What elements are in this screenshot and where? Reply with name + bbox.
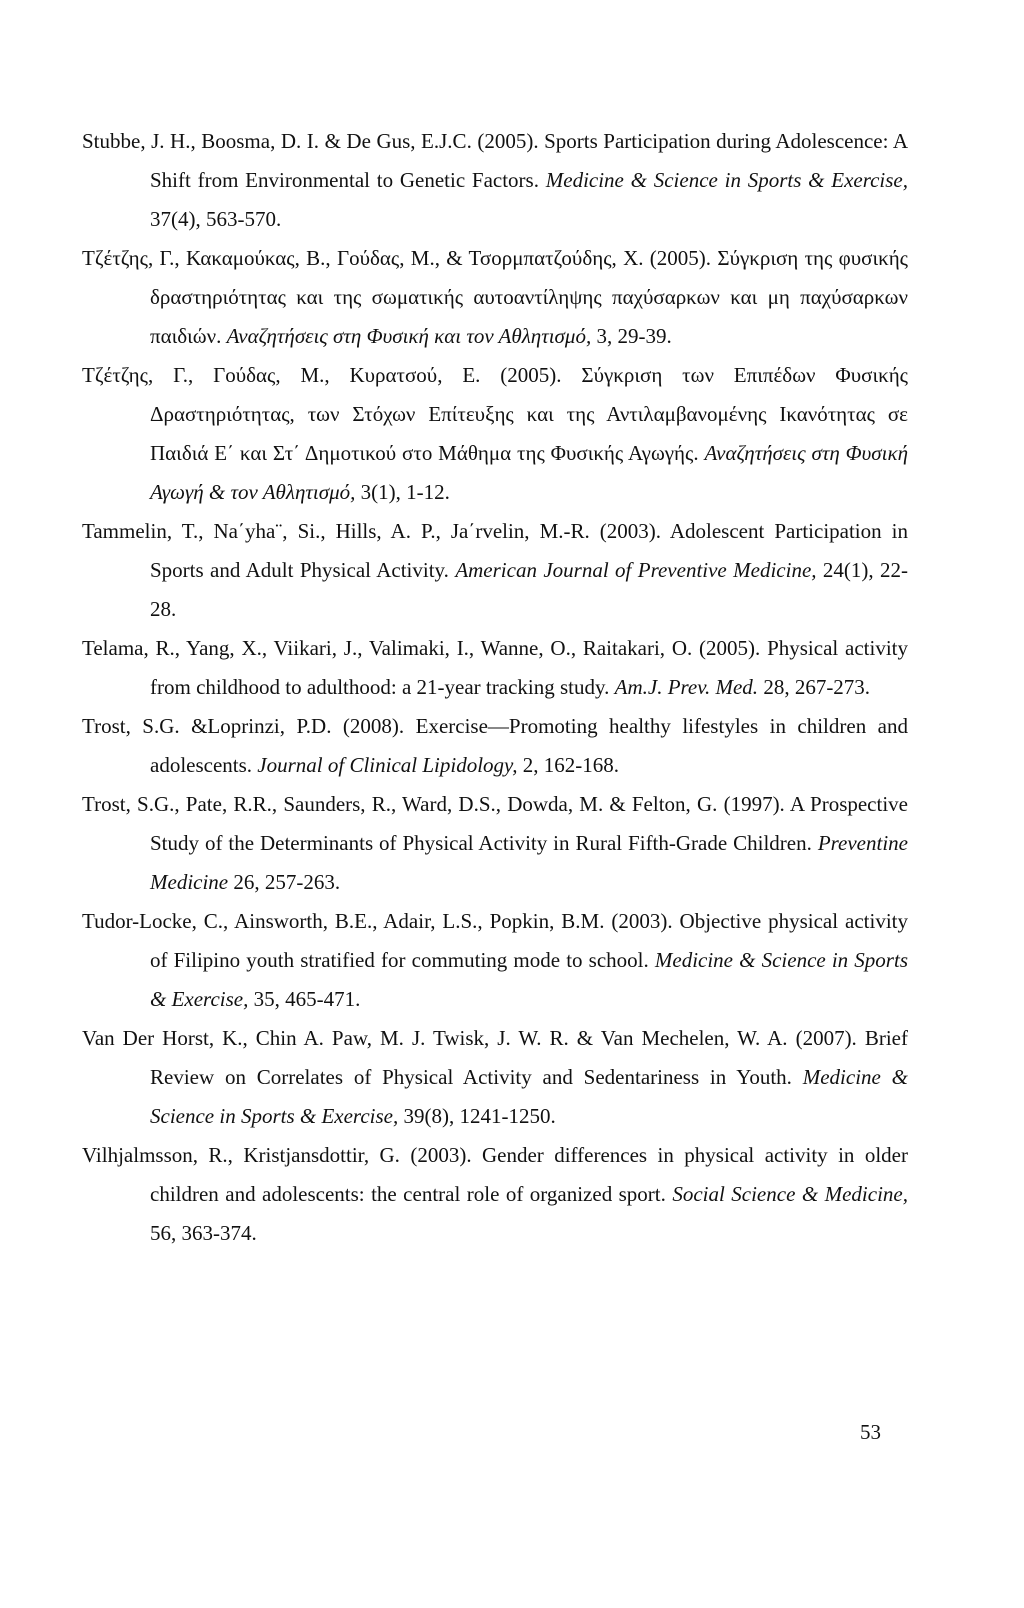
reference-details: 28, 267-273.: [758, 675, 871, 699]
reference-details: 3, 29-39.: [591, 324, 672, 348]
reference-journal: American Journal of Preventive Medicine,: [455, 558, 817, 582]
reference-entry: [82, 512, 908, 629]
reference-authors: Tudor-Locke, C., Ainsworth, B.E., Adair, L.S., Popkin, B.M. (2003).: [82, 909, 673, 933]
reference-title: Sports Participation during Adolescence: A Shift from Environmental to Genetic Factors.: [150, 129, 908, 192]
reference-authors: Telama, R., Yang, X., Viikari, J., Valimaki, I., Wanne, O., Raitakari, O. (2005).: [82, 636, 761, 660]
reference-title: Σύγκριση των Επιπέδων Φυσικής Δραστηριότητας, των Στόχων Επίτευξης και της Αντιλαμβανομένης Ικανότητας σε Παιδιά Ε΄ και Στ΄ Δημοτικού στο Μάθημα της Φυσικής Αγωγής.: [150, 363, 908, 465]
reference-entry: [82, 122, 908, 239]
reference-journal: Journal of Clinical Lipidology,: [257, 753, 518, 777]
reference-journal: Αναζητήσεις στη Φυσική Αγωγή & τον Αθλητισμό,: [150, 441, 908, 504]
reference-entry: [82, 629, 908, 707]
reference-authors: Τζέτζης, Γ., Κακαμούκας, Β., Γούδας, Μ., & Τσορμπατζούδης, Χ. (2005).: [82, 246, 712, 270]
reference-details: 35, 465-471.: [248, 987, 361, 1011]
reference-journal: Social Science & Medicine,: [672, 1182, 908, 1206]
page-number: 53: [860, 1420, 881, 1444]
reference-entry: [82, 902, 908, 1019]
reference-entry: [82, 707, 908, 785]
reference-entry: [82, 356, 908, 512]
reference-title: Exercise—Promoting healthy lifestyles in children and adolescents.: [150, 714, 908, 777]
reference-authors: Stubbe, J. H., Boosma, D. I. & De Gus, E.J.C. (2005).: [82, 129, 539, 153]
reference-entry: [82, 1136, 908, 1253]
reference-title: Brief Review on Correlates of Physical Activity and Sedentariness in Youth.: [150, 1026, 908, 1089]
reference-journal: Medicine & Science in Sports & Exercise,: [150, 1065, 908, 1128]
reference-details: 26, 257-263.: [228, 870, 341, 894]
reference-journal: Am.J. Prev. Med.: [614, 675, 759, 699]
reference-authors: Τζέτζης, Γ., Γούδας, Μ., Κυρατσού, Ε. (2005).: [82, 363, 562, 387]
reference-details: 2, 162-168.: [517, 753, 619, 777]
reference-details: 56, 363-374.: [150, 1221, 257, 1245]
reference-details: 3(1), 1-12.: [355, 480, 450, 504]
reference-authors: Van Der Horst, K., Chin A. Paw, M. J. Twisk, J. W. R. & Van Mechelen, W. A. (2007).: [82, 1026, 857, 1050]
reference-title: Adolescent Participation in Sports and Adult Physical Activity.: [150, 519, 908, 582]
reference-title: Σύγκριση της φυσικής δραστηριότητας και της σωματικής αυτοαντίληψης παχύσαρκων και μη παχύσαρκων παιδιών.: [150, 246, 908, 348]
reference-entry: [82, 1019, 908, 1136]
reference-authors: Trost, S.G. &Loprinzi, P.D. (2008).: [82, 714, 405, 738]
reference-title: Objective physical activity of Filipino youth stratified for commuting mode to school.: [150, 909, 908, 972]
reference-journal: Medicine & Science in Sports & Exercise,: [150, 948, 908, 1011]
reference-journal: Medicine & Science in Sports & Exercise,: [545, 168, 909, 192]
reference-list: [82, 122, 908, 1253]
reference-journal: Αναζητήσεις στη Φυσική και τον Αθλητισμό,: [226, 324, 592, 348]
reference-title: Physical activity from childhood to adulthood: a 21-year tracking study.: [150, 636, 908, 699]
reference-entry: [82, 785, 908, 902]
reference-details: 24(1), 22-28.: [150, 558, 909, 621]
reference-entry: [82, 239, 908, 356]
reference-authors: Vilhjalmsson, R., Kristjansdottir, G. (2003).: [82, 1143, 472, 1167]
reference-title: Gender differences in physical activity in older children and adolescents: the central role of organized sport.: [150, 1143, 908, 1206]
reference-authors: Trost, S.G., Pate, R.R., Saunders, R., Ward, D.S., Dowda, M. & Felton, G. (1997).: [82, 792, 785, 816]
reference-journal: Preventine Medicine: [150, 831, 908, 894]
reference-authors: Tammelin, T., Na΄yha¨, Si., Hills, A. P., Ja΄rvelin, M.-R. (2003).: [82, 519, 661, 543]
reference-details: 39(8), 1241-1250.: [398, 1104, 556, 1128]
reference-title: A Prospective Study of the Determinants of Physical Activity in Rural Fifth-Grade Children.: [150, 792, 908, 855]
reference-details: 37(4), 563-570.: [150, 207, 282, 231]
